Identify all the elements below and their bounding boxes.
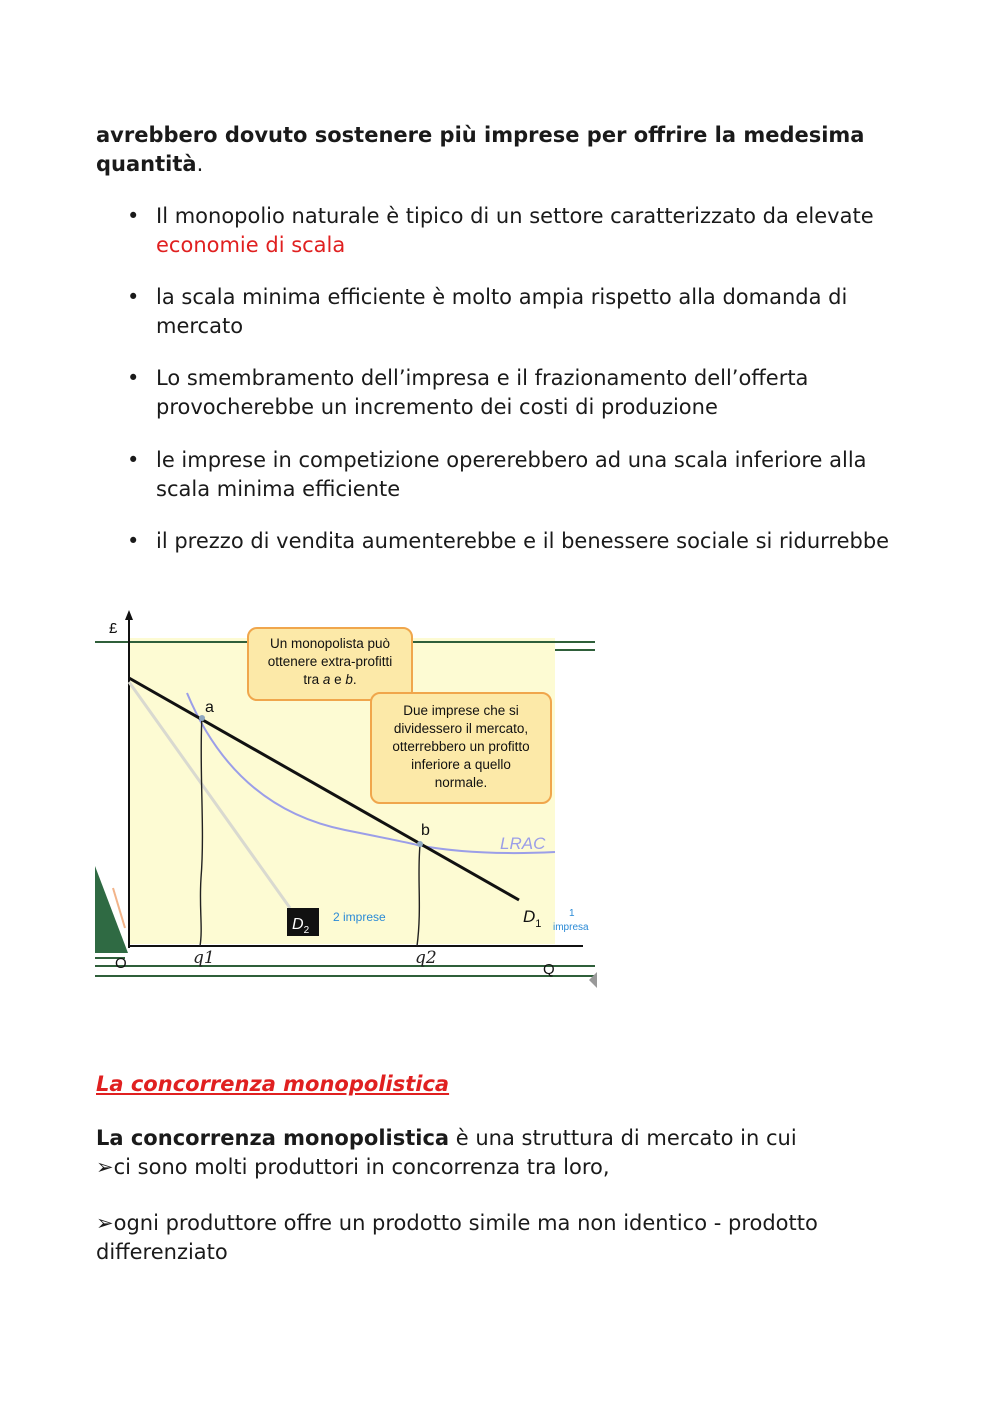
point-1: ci sono molti produttori in concorrenza tra loro, [113, 1155, 610, 1179]
d1-note-line2: impresa [553, 922, 589, 933]
definition-bold: La concorrenza monopolistica [96, 1126, 450, 1150]
section-heading: La concorrenza monopolistica [96, 1072, 450, 1096]
lrac-label: LRAC [500, 834, 546, 853]
d2-label: $D_2$ [292, 916, 310, 936]
callout-2-line: normale. [434, 775, 488, 790]
intro-paragraph [96, 121, 896, 179]
q1-label: q1 [193, 948, 215, 968]
point-b-marker [417, 841, 423, 847]
intro-tail: . [196, 152, 204, 176]
arrow-bullet-icon: ➢ [96, 1211, 114, 1235]
bullet-glyph: • [127, 285, 140, 309]
origin-label: O [115, 955, 127, 972]
callout-1-line: ottenere extra-profitti [267, 654, 393, 669]
bullet-glyph: • [127, 366, 140, 390]
intro-bold-text: avrebbero dovuto sostenere più imprese per offrire la medesima quantità [96, 123, 865, 176]
bullet-item-2: la scala minima efficiente è molto ampia rispetto alla domanda di mercato [156, 285, 848, 338]
point-a-label: a [205, 699, 214, 716]
frame-arrow-icon [589, 972, 597, 988]
callout-1-line: tra a e b. [303, 672, 357, 687]
callout-2-line: inferiore a quello [411, 757, 511, 772]
y-axis-label: £ [109, 620, 118, 637]
bullet-item-3: Lo smembramento dell’impresa e il frazionamento dell’offerta provocherebbe un incremento dei costi di produzione [156, 366, 809, 419]
highlight-economie-di-scala: economie di scala [156, 233, 346, 257]
arrow-bullet-icon: ➢ [96, 1155, 114, 1179]
definition-paragraph [96, 1124, 896, 1182]
bullet-glyph: • [127, 204, 140, 228]
q2-label: q2 [415, 948, 437, 968]
point-2: ogni produttore offre un prodotto simile ma non identico - prodotto differenziato [96, 1211, 818, 1264]
bullet-glyph: • [127, 448, 140, 472]
callout-1-line: Un monopolista può [269, 636, 391, 651]
bullet-item-1 [156, 202, 906, 260]
d1-label: $D_1$ [523, 907, 542, 930]
bullet-item-4: le imprese in competizione opererebbero ad una scala inferiore alla scala minima efficiente [156, 448, 867, 501]
green-triangle-decoration [95, 866, 128, 953]
point-2-paragraph [96, 1209, 896, 1267]
bullet-item-5: il prezzo di vendita aumenterebbe e il benessere sociale si ridurrebbe [156, 529, 890, 553]
callout-two-firms [370, 692, 552, 804]
callout-monopolist [247, 627, 413, 701]
d1-note-line1: 1 [569, 908, 575, 919]
bullet-glyph: • [127, 529, 140, 553]
bullet-text: Il monopolio naturale è tipico di un settore caratterizzato da elevate [156, 204, 874, 228]
callout-2-line: dividessero il mercato, [393, 721, 529, 736]
natural-monopoly-figure [95, 608, 600, 993]
callout-2-line: otterrebbero un profitto [392, 739, 530, 754]
definition-rest: è una struttura di mercato in cui [449, 1126, 797, 1150]
d2-note: 2 imprese [333, 910, 386, 924]
y-axis-arrow-icon [125, 610, 133, 620]
x-axis-label: Q [543, 961, 555, 978]
point-b-label: b [421, 822, 430, 839]
callout-2-line: Due imprese che si [403, 703, 519, 718]
